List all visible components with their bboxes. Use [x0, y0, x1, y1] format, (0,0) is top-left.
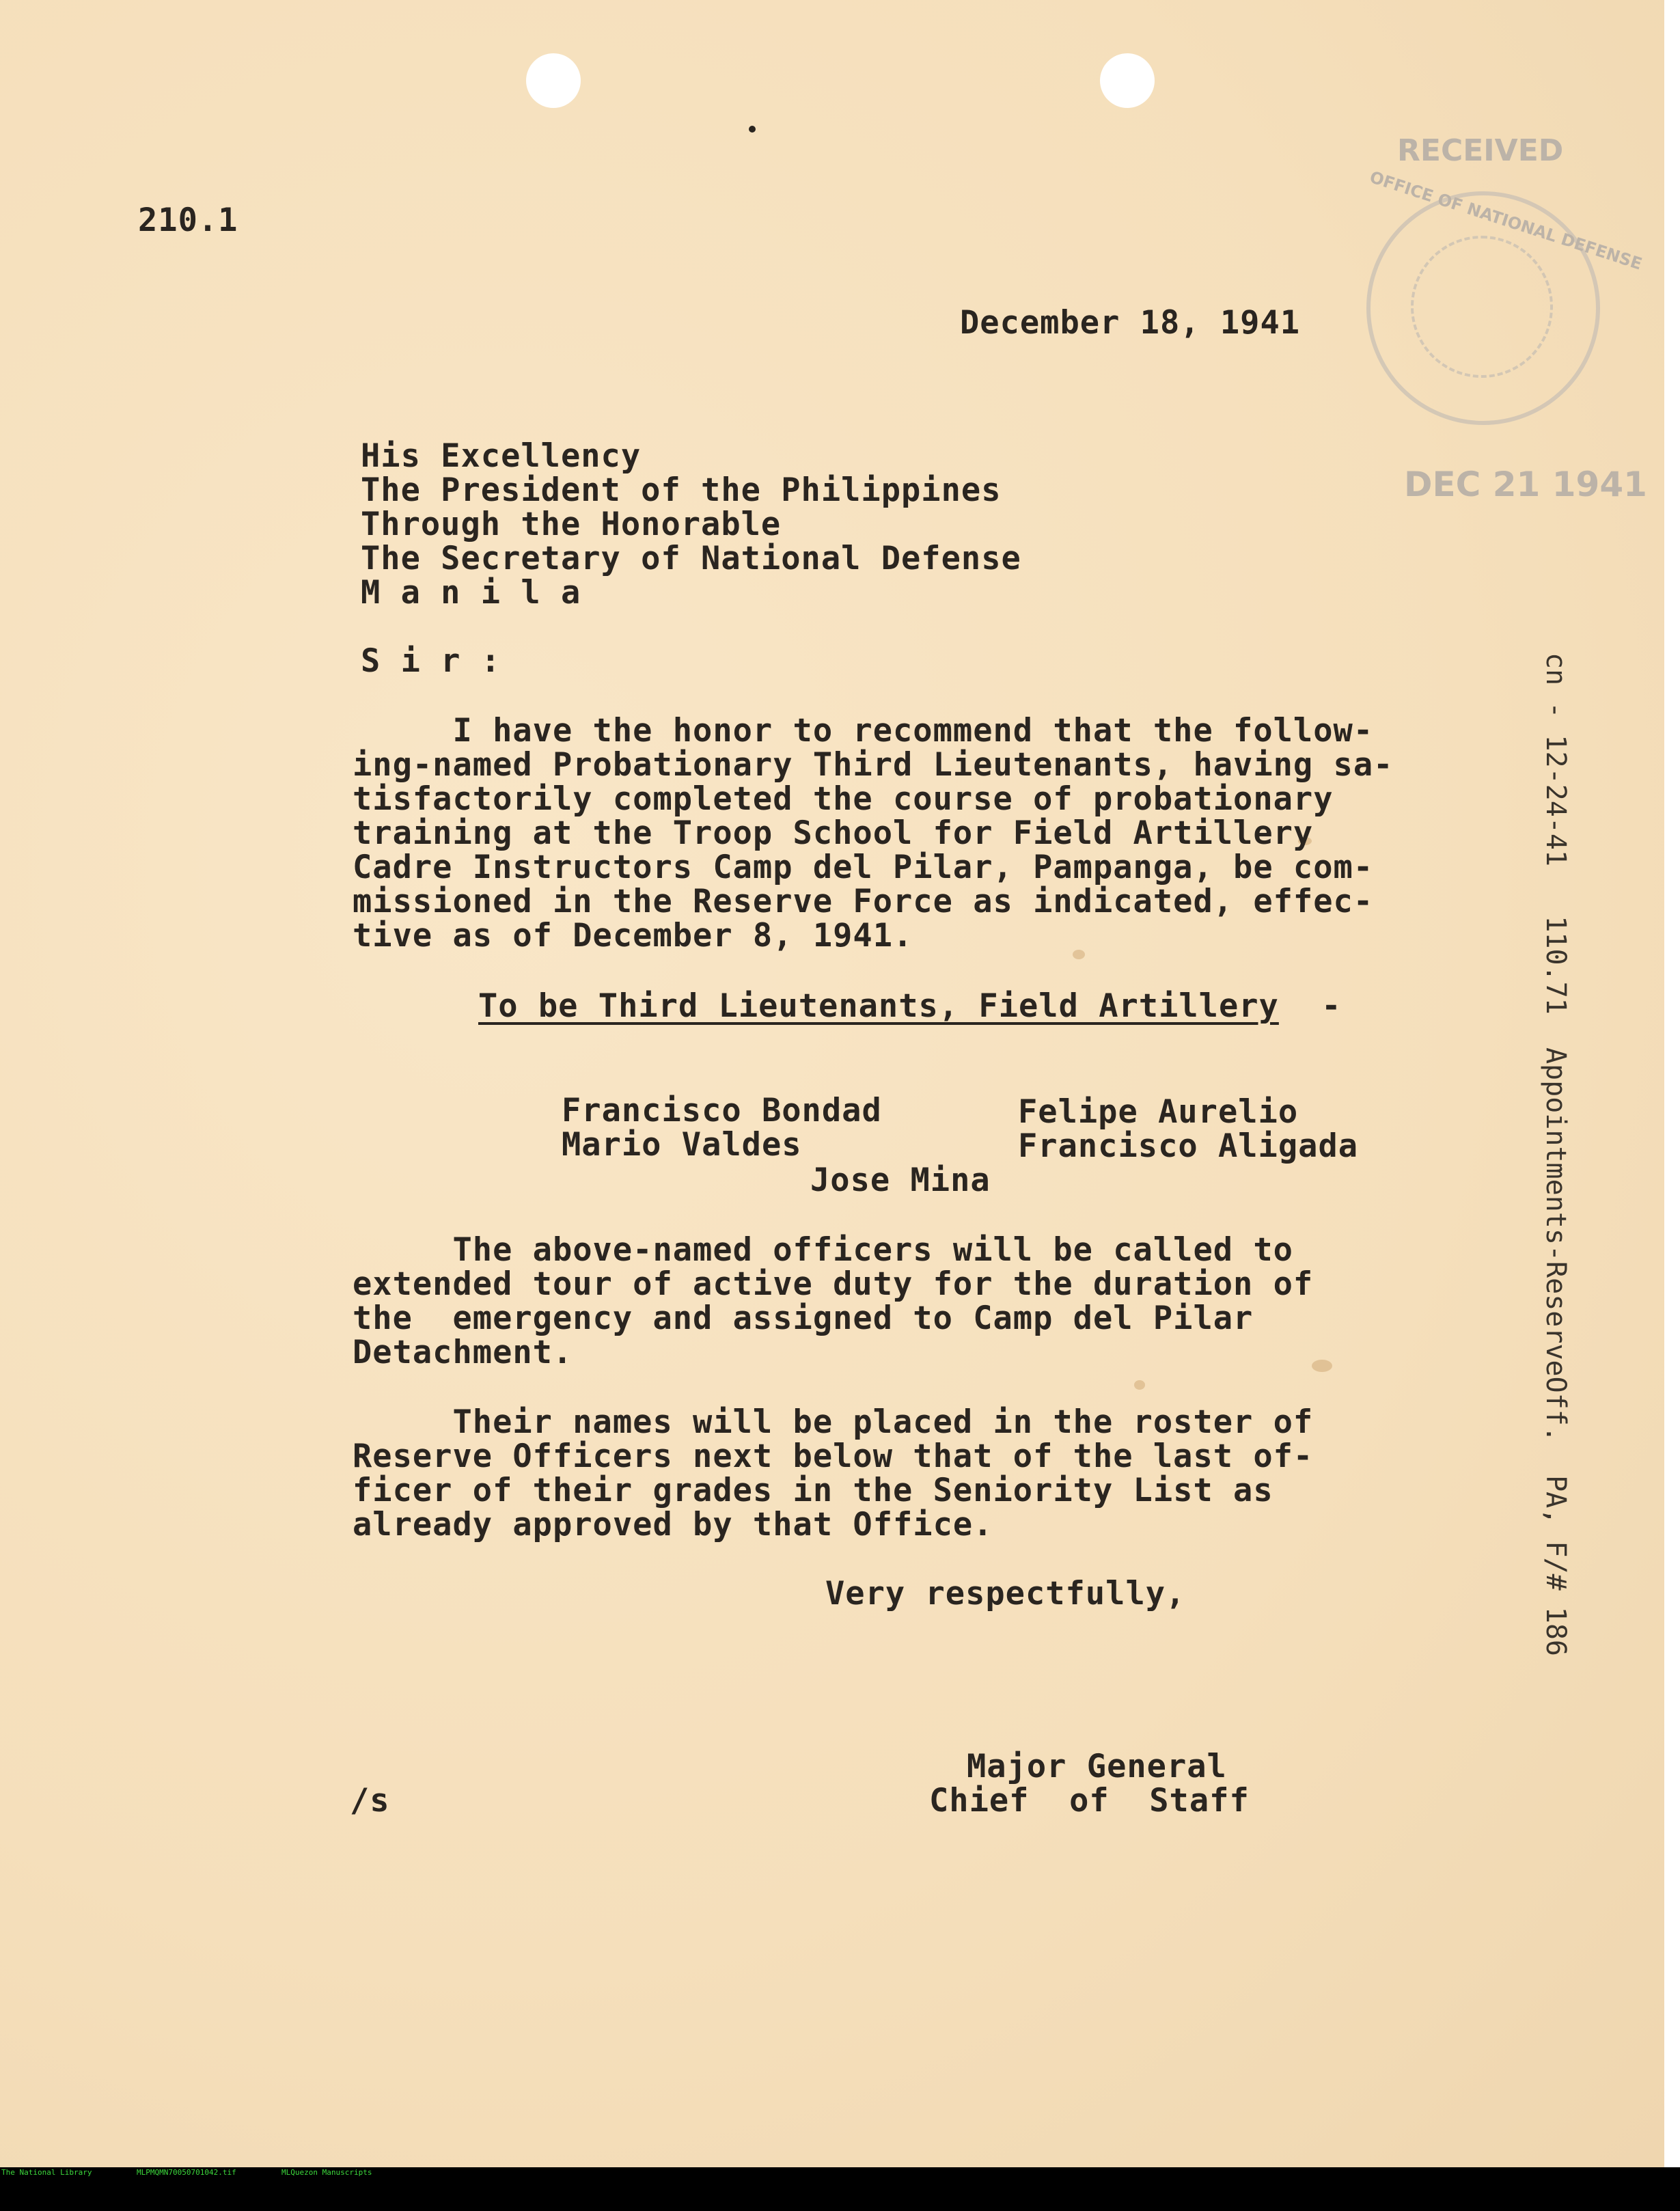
punch-hole-right — [1100, 53, 1155, 108]
section-heading-dash: - — [1302, 987, 1342, 1025]
paragraph-2-line: Detachment. — [353, 1334, 573, 1371]
address-line: His Excellency — [361, 437, 642, 475]
paragraph-2-line: extended tour of active duty for the duration of — [353, 1265, 1314, 1303]
scan-edge — [1664, 0, 1680, 2167]
signature-title: Chief of Staff — [929, 1782, 1250, 1819]
paragraph-2-line: The above-named officers will be called to — [353, 1231, 1293, 1269]
salutation: S i r : — [361, 642, 501, 680]
stain-mark — [1073, 950, 1085, 959]
file-reference: 210.1 — [138, 202, 238, 239]
paragraph-3-line: Reserve Officers next below that of the last of- — [353, 1438, 1314, 1475]
paragraph-1-line: ing-named Probationary Third Lieutenants, having sa- — [353, 746, 1394, 784]
paragraph-1-line: training at the Troop School for Field Artillery — [353, 814, 1314, 852]
ink-dot — [749, 126, 756, 133]
paragraph-1-line: Cadre Instructors Camp del Pilar, Pampanga, be com- — [353, 849, 1374, 886]
scan-footer — [0, 2167, 1680, 2178]
letter-date: December 18, 1941 — [960, 304, 1301, 342]
paragraph-3-line: already approved by that Office. — [353, 1506, 993, 1543]
address-line: Through the Honorable — [361, 506, 782, 543]
paragraph-1-line: tisfactorily completed the course of probationary — [353, 780, 1334, 818]
officer-name: Francisco Aligada — [1018, 1127, 1359, 1165]
closing: Very respectfully, — [825, 1575, 1186, 1612]
received-stamp-clock — [1411, 236, 1553, 378]
section-heading: To be Third Lieutenants, Field Artillery — [478, 987, 1279, 1025]
paragraph-1-line: tive as of December 8, 1941. — [353, 917, 913, 955]
initials: /s — [350, 1782, 390, 1819]
stamp-date-text: DEC 21 1941 — [1404, 465, 1647, 504]
officer-name: Francisco Bondad — [562, 1092, 882, 1129]
stamp-received-text: RECEIVED — [1397, 133, 1564, 168]
stain-mark — [1312, 1360, 1332, 1372]
address-line: M a n i l a — [361, 574, 581, 612]
paragraph-1-line: I have the honor to recommend that the follow- — [353, 712, 1374, 750]
officer-name: Mario Valdes — [562, 1126, 802, 1164]
signature-title: Major General — [967, 1748, 1227, 1785]
address-line: The Secretary of National Defense — [361, 540, 1021, 577]
paragraph-1-line: missioned in the Reserve Force as indicated, effec- — [353, 883, 1374, 920]
stain-mark — [1134, 1380, 1145, 1390]
footer-collection: MLQuezon Manuscripts — [281, 2168, 372, 2177]
paragraph-3-line: Their names will be placed in the roster of — [353, 1403, 1314, 1441]
stamp-office-text: OFFICE OF NATIONAL DEFENSE — [1367, 167, 1644, 274]
officer-name: Felipe Aurelio — [1018, 1093, 1299, 1131]
paragraph-2-line: the emergency and assigned to Camp del Pilar — [353, 1300, 1254, 1337]
punch-hole-left — [526, 53, 581, 108]
officer-name: Jose Mina — [810, 1162, 991, 1199]
paragraph-3-line: ficer of their grades in the Seniority List as — [353, 1472, 1273, 1509]
footer-file: MLPMQMN70050701042.tif — [137, 2168, 236, 2177]
margin-annotation: cn - 12-24-41 110.71 Appointments-ReserveOff. PA, F/# 186 — [1540, 653, 1571, 1657]
footer-library: The National Library — [1, 2168, 92, 2177]
address-line: The President of the Philippines — [361, 471, 1002, 509]
